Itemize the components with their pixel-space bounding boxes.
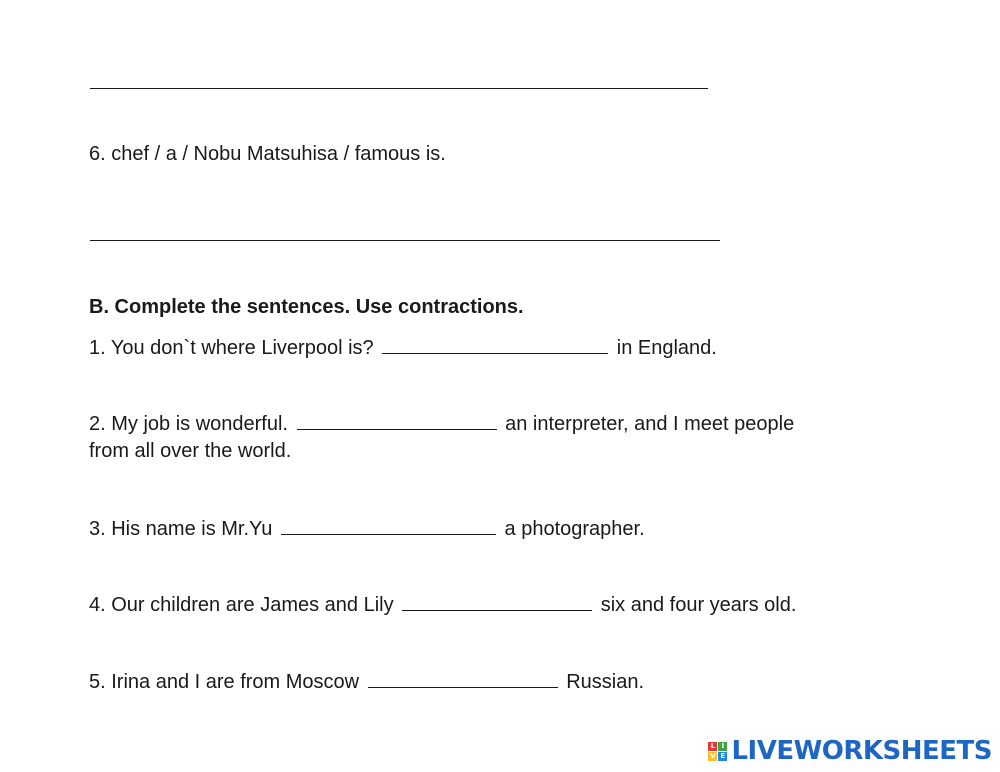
logo-mark-tile: E [718, 752, 727, 761]
sentence-2-continuation: from all over the world. [89, 440, 292, 462]
answer-line-5[interactable] [90, 88, 708, 89]
logo-mark-icon [708, 742, 727, 761]
answer-line-6[interactable] [90, 240, 720, 241]
item-6-prompt: 6. chef / a / Nobu Matsuhisa / famous is. [89, 143, 446, 165]
sentence-3-before: 3. His name is Mr.Yu [89, 518, 273, 540]
sentence-2-after: an interpreter, and I meet people [505, 413, 795, 435]
sentence-2 [89, 410, 794, 437]
sentence-4-after: six and four years old. [600, 594, 797, 616]
sentence-5-after: Russian. [566, 671, 645, 693]
sentence-3 [89, 515, 645, 542]
sentence-4-before: 4. Our children are James and Lily [89, 594, 394, 616]
sentence-3-after: a photographer. [504, 518, 645, 540]
blank-5[interactable] [368, 668, 558, 688]
blank-2[interactable] [297, 410, 497, 430]
sentence-1 [89, 334, 717, 361]
section-b-heading: B. Complete the sentences. Use contractions. [89, 296, 524, 318]
logo-text: LIVEWORKSHEETS [731, 736, 992, 766]
sentence-4 [89, 591, 796, 618]
blank-3[interactable] [281, 515, 496, 535]
blank-1[interactable] [382, 334, 608, 354]
sentence-5-before: 5. Irina and I are from Moscow [89, 671, 360, 693]
liveworksheets-logo [708, 736, 992, 766]
logo-mark-tile: L [708, 742, 717, 751]
sentence-5 [89, 668, 644, 695]
sentence-1-before: 1. You don`t where Liverpool is? [89, 337, 374, 359]
logo-mark-tile: I [718, 742, 727, 751]
blank-4[interactable] [402, 591, 592, 611]
sentence-2-before: 2. My job is wonderful. [89, 413, 288, 435]
sentence-1-after: in England. [616, 337, 717, 359]
logo-mark-tile: V [710, 751, 716, 760]
